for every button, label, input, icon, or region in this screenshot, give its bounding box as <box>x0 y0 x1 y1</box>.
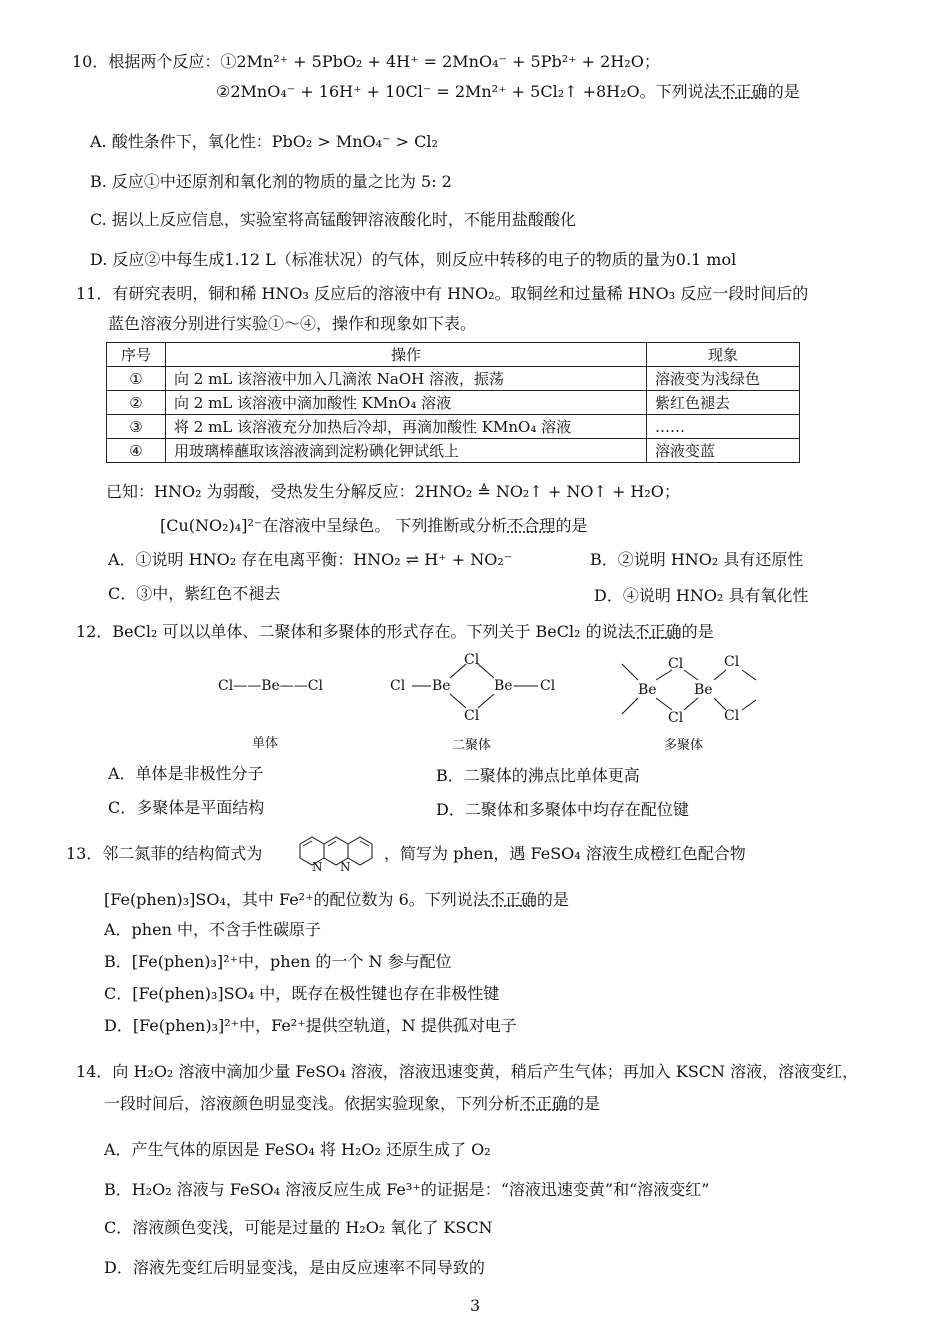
table-row <box>107 391 800 415</box>
q10-option-d: D. 反应②中每生成1.12 L（标准状况）的气体，则反应中转移的电子的物质的量为0.1 mol <box>90 250 737 269</box>
q10-stem-end: 的是 <box>767 82 800 101</box>
q11-experiment-table <box>106 342 800 463</box>
table-cell: ② <box>107 391 166 415</box>
monomer-caption: 单体 <box>252 736 279 751</box>
q10-stem-text: ②2MnO₄⁻ + 16H⁺ + 10Cl⁻ = 2Mn²⁺ + 5Cl₂↑ +8H₂O。下列说法 <box>216 82 720 101</box>
q11-known-text: [Cu(NO₂)₄]²⁻在溶液中呈绿色。 下列推断或分析 <box>160 516 508 535</box>
q13-stem-pre: 13．邻二氮菲的结构简式为 <box>66 844 263 863</box>
q11-stem-line2: 蓝色溶液分别进行实验①～④，操作和现象如下表。 <box>108 314 477 333</box>
q12-stem-text: 12．BeCl₂ 可以以单体、二聚体和多聚体的形式存在。下列关于 BeCl₂ 的说法 <box>76 622 634 641</box>
table-cell: 溶液变蓝 <box>647 439 800 463</box>
table-row <box>107 439 800 463</box>
q11-stem-line1: 11．有研究表明，铜和稀 HNO₃ 反应后的溶液中有 HNO₂。取铜丝和过量稀 HNO₃ 反应一段时间后的 <box>76 284 809 303</box>
q13-stem-line2 <box>104 890 569 910</box>
dimer-cl-left: Cl <box>390 678 406 694</box>
table-cell: 将 2 mL 该溶液充分加热后冷却，再滴加酸性 KMnO₄ 溶液 <box>166 415 647 439</box>
q14-option-d: D．溶液先变红后明显变浅，是由反应速率不同导致的 <box>104 1258 485 1277</box>
q14-option-c: C．溶液颜色变浅，可能是过量的 H₂O₂ 氧化了 KSCN <box>104 1218 493 1237</box>
q11-option-d: D．④说明 HNO₂ 具有氧化性 <box>594 586 809 605</box>
q11-known-line1: 已知：HNO₂ 为弱酸，受热发生分解反应：2HNO₂ ≜ NO₂↑ + NO↑ + H₂O； <box>106 482 680 501</box>
phenanthroline-structure <box>288 824 378 874</box>
q13-stem-text: [Fe(phen)₃]SO₄，其中 Fe²⁺的配位数为 6。下列说法 <box>104 890 489 909</box>
table-cell: ③ <box>107 415 166 439</box>
q13-option-b: B．[Fe(phen)₃]²⁺中，phen 的一个 N 参与配位 <box>104 952 452 971</box>
becl2-monomer-structure: Cl——Be——Cl <box>218 678 323 694</box>
polymer-cl-top-right: Cl <box>724 654 740 670</box>
q14-stem-text: 一段时间后，溶液颜色明显变浅。依据实验现象，下列分析 <box>104 1094 521 1113</box>
phen-n-left: N <box>312 860 323 874</box>
table-cell: 向 2 mL 该溶液中加入几滴浓 NaOH 溶液，振荡 <box>166 367 647 391</box>
q12-emphasis: 不正确 <box>633 622 682 641</box>
polymer-cl-bottom-left: Cl <box>668 710 684 726</box>
table-cell: 用玻璃棒蘸取该溶液滴到淀粉碘化钾试纸上 <box>166 439 647 463</box>
q13-option-c: C．[Fe(phen)₃]SO₄ 中，既存在极性键也存在非极性键 <box>104 984 500 1003</box>
q14-emphasis: 不正确 <box>520 1094 569 1113</box>
q13-option-a: A．phen 中，不含手性碳原子 <box>104 920 321 939</box>
table-header: 操作 <box>166 343 647 367</box>
q11-known-line2 <box>160 516 587 536</box>
q13-stem-end: 的是 <box>536 890 569 909</box>
page-number: 3 <box>470 1296 481 1315</box>
table-header: 现象 <box>647 343 800 367</box>
q10-option-a: A. 酸性条件下，氧化性：PbO₂ > MnO₄⁻ > Cl₂ <box>90 132 438 151</box>
q14-stem-end: 的是 <box>568 1094 601 1113</box>
dimer-cl-right: Cl <box>540 678 556 694</box>
q13-stem-post: ，简写为 phen，遇 FeSO₄ 溶液生成橙红色配合物 <box>384 844 746 863</box>
table-header: 序号 <box>107 343 166 367</box>
polymer-cl-bottom-right: Cl <box>724 708 740 724</box>
table-row <box>107 415 800 439</box>
table-cell: ① <box>107 367 166 391</box>
table-cell: 紫红色褪去 <box>647 391 800 415</box>
dimer-caption: 二聚体 <box>452 738 492 753</box>
polymer-be-right: Be <box>694 682 713 698</box>
dimer-be-right: Be <box>494 678 513 694</box>
table-header-row <box>107 343 800 367</box>
q11-option-b: B．②说明 HNO₂ 具有还原性 <box>590 550 804 569</box>
table-cell: 溶液变为浅绿色 <box>647 367 800 391</box>
q11-known-end: 的是 <box>555 516 588 535</box>
q12-stem-end: 的是 <box>681 622 714 641</box>
q11-option-c: C．③中，紫红色不褪去 <box>108 584 281 603</box>
phen-n-right: N <box>340 860 351 874</box>
q14-stem-line2 <box>104 1094 600 1114</box>
polymer-caption: 多聚体 <box>664 738 704 753</box>
polymer-be-left: Be <box>638 682 657 698</box>
q10-option-c: C. 据以上反应信息，实验室将高锰酸钾溶液酸化时，不能用盐酸酸化 <box>90 210 576 229</box>
polymer-cl-top-left: Cl <box>668 656 684 672</box>
table-cell: 向 2 mL 该溶液中滴加酸性 KMnO₄ 溶液 <box>166 391 647 415</box>
q10-option-b: B. 反应①中还原剂和氧化剂的物质的量之比为 5: 2 <box>90 172 452 191</box>
q11-emphasis: 不合理 <box>507 516 556 535</box>
q13-emphasis: 不正确 <box>488 890 537 909</box>
table-cell: …… <box>647 415 800 439</box>
table-row <box>107 367 800 391</box>
q14-option-a: A．产生气体的原因是 FeSO₄ 将 H₂O₂ 还原生成了 O₂ <box>104 1140 491 1159</box>
q11-option-a: A．①说明 HNO₂ 存在电离平衡：HNO₂ ⇌ H⁺ + NO₂⁻ <box>108 550 513 569</box>
dimer-cl-bottom: Cl <box>464 708 480 724</box>
q12-option-d: D．二聚体和多聚体中均存在配位键 <box>436 800 689 819</box>
q12-stem <box>76 622 714 642</box>
q12-option-a: A．单体是非极性分子 <box>108 764 264 783</box>
q14-stem-line1: 14．向 H₂O₂ 溶液中滴加少量 FeSO₄ 溶液，溶液迅速变黄，稍后产生气体；再加入 KSCN 溶液，溶液变红， <box>76 1062 859 1081</box>
q13-option-d: D．[Fe(phen)₃]²⁺中，Fe²⁺提供空轨道，N 提供孤对电子 <box>104 1016 517 1035</box>
q12-option-b: B．二聚体的沸点比单体更高 <box>436 766 640 785</box>
q10-stem-line1: 10．根据两个反应：①2Mn²⁺ + 5PbO₂ + 4H⁺ = 2MnO₄⁻ + 5Pb²⁺ + 2H₂O； <box>72 52 660 71</box>
q10-stem-line2 <box>216 82 800 102</box>
table-cell: ④ <box>107 439 166 463</box>
q14-option-b: B．H₂O₂ 溶液与 FeSO₄ 溶液反应生成 Fe³⁺的证据是：“溶液迅速变黄”和“溶液变红” <box>104 1180 710 1199</box>
dimer-be-left: Be <box>432 678 451 694</box>
q10-emphasis: 不正确 <box>719 82 768 101</box>
q12-option-c: C．多聚体是平面结构 <box>108 798 265 817</box>
dimer-cl-top: Cl <box>464 652 480 668</box>
